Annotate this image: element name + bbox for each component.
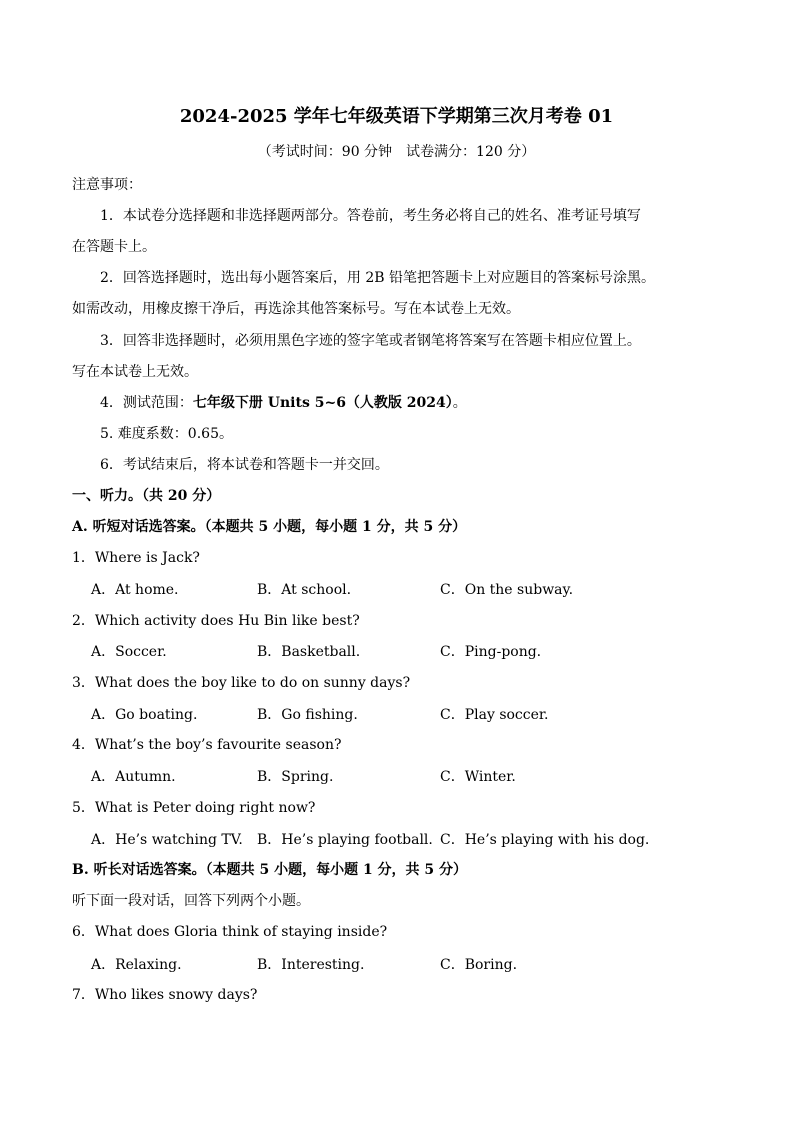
question-4-stem: 4．What’s the boy’s favourite season?: [72, 737, 342, 753]
notice-heading: 注意事项：: [72, 177, 142, 193]
notice-item-3-line-2: 写在本试卷上无效。: [72, 364, 198, 380]
question-5-option-b: B．He’s playing football.: [257, 832, 433, 848]
part-a-heading: A. 听短对话选答案。（本题共 5 小题，每小题 1 分，共 5 分）: [72, 519, 467, 535]
question-5-option-c: C．He’s playing with his dog.: [440, 832, 650, 848]
part-b-heading: B. 听长对话选答案。（本题共 5 小题，每小题 1 分，共 5 分）: [72, 862, 468, 878]
question-1-option-a: A．At home.: [91, 582, 179, 598]
question-2-option-a: A．Soccer.: [91, 644, 167, 660]
notice-item-2-line-2: 如需改动，用橡皮擦干净后，再选涂其他答案标号。写在本试卷上无效。: [72, 301, 520, 317]
question-1-option-b: B．At school.: [257, 582, 352, 598]
test-scope: 七年级下册 Units 5~6（人教版 2024）: [192, 395, 453, 411]
question-6-option-a: A．Relaxing.: [91, 957, 182, 973]
notice-item-1-line-2: 在答题卡上。: [72, 239, 156, 255]
question-2-option-c: C．Ping-pong.: [440, 644, 542, 660]
question-2-stem: 2．Which activity does Hu Bin like best?: [72, 613, 360, 629]
page-title: 2024-2025 学年七年级英语下学期第三次月考卷 01: [179, 106, 614, 127]
notice-item-1-line-1: 1．本试卷分选择题和非选择题两部分。答卷前，考生务必将自己的姓名、准考证号填写: [100, 208, 641, 224]
notice-item-4-suffix: 。: [452, 395, 467, 411]
question-1-option-c: C．On the subway.: [440, 582, 574, 598]
question-6-option-c: C．Boring.: [440, 957, 518, 973]
question-7-stem: 7．Who likes snowy days?: [72, 987, 258, 1003]
notice-item-4: [100, 393, 467, 413]
question-1-stem: 1．Where is Jack?: [72, 550, 200, 566]
question-4-option-b: B．Spring.: [257, 769, 334, 785]
question-3-stem: 3．What does the boy like to do on sunny days?: [72, 675, 411, 691]
question-3-option-a: A．Go boating.: [91, 707, 198, 723]
question-5-stem: 5．What is Peter doing right now?: [72, 800, 316, 816]
question-2-option-b: B．Basketball.: [257, 644, 361, 660]
notice-item-3-line-1: 3．回答非选择题时，必须用黑色字迹的签字笔或者钢笔将答案写在答题卡相应位置上。: [100, 333, 641, 349]
question-4-option-c: C．Winter.: [440, 769, 516, 785]
part-b-instruction: 听下面一段对话，回答下列两个小题。: [72, 893, 310, 909]
notice-item-4-prefix: 4．测试范围：: [100, 395, 193, 411]
section-1-heading: 一、听力。（共 20 分）: [72, 488, 221, 504]
question-6-stem: 6．What does Gloria think of staying inside?: [72, 924, 388, 940]
exam-info: （考试时间：90 分钟 试卷满分：120 分）: [257, 144, 536, 160]
question-4-option-a: A．Autumn.: [91, 769, 176, 785]
question-3-option-b: B．Go fishing.: [257, 707, 358, 723]
notice-item-2-line-1: 2．回答选择题时，选出每小题答案后，用 2B 铅笔把答题卡上对应题目的答案标号涂黑。: [100, 270, 656, 286]
question-6-option-b: B．Interesting.: [257, 957, 365, 973]
notice-item-6: 6．考试结束后，将本试卷和答题卡一并交回。: [100, 457, 389, 473]
question-5-option-a: A．He’s watching TV.: [91, 832, 243, 848]
question-3-option-c: C．Play soccer.: [440, 707, 549, 723]
notice-item-5: 5. 难度系数：0.65。: [100, 426, 233, 442]
